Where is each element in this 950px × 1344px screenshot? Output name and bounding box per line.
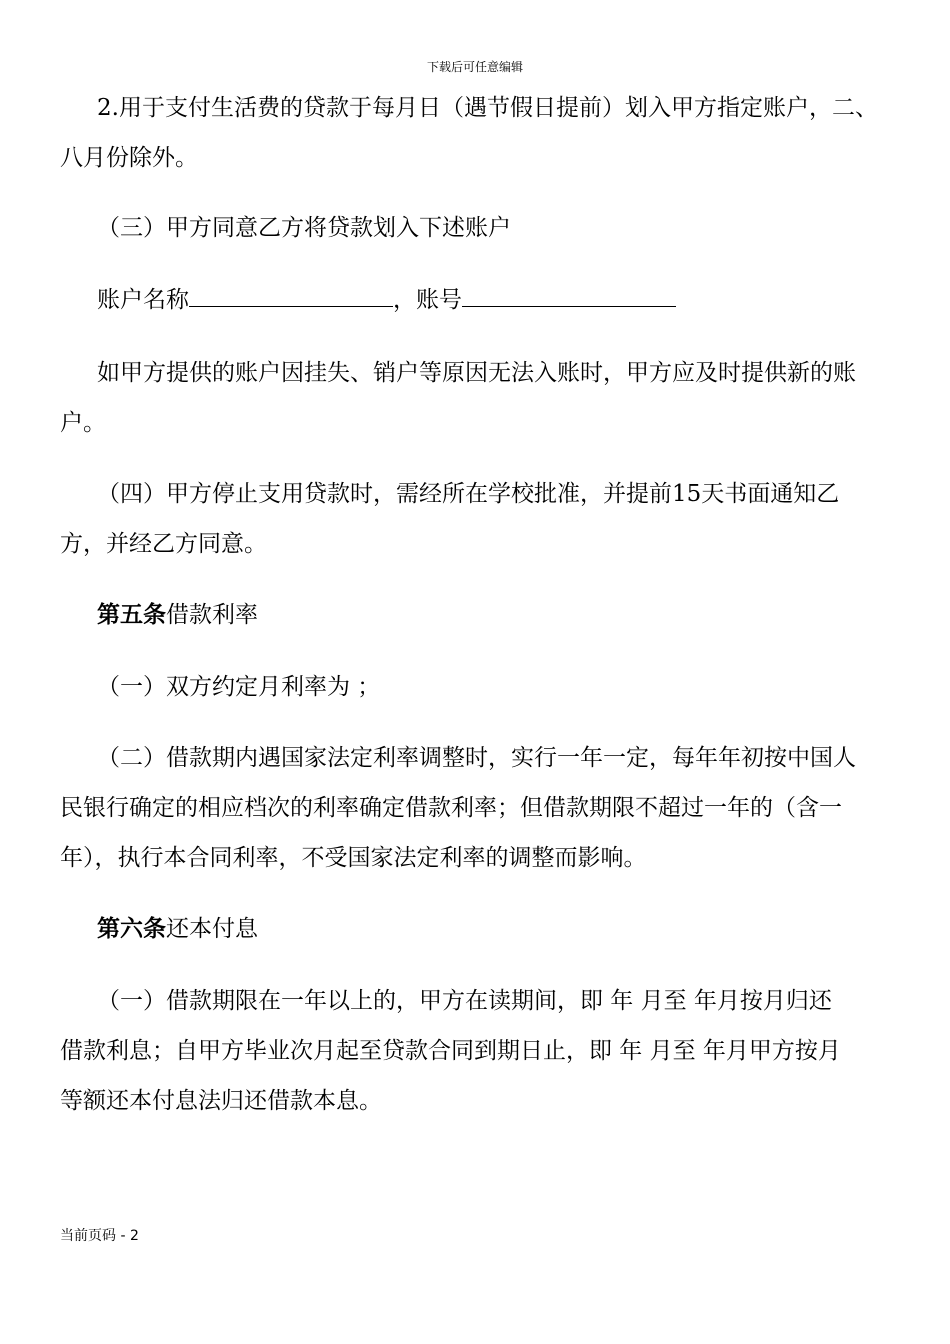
paragraph-account-loss-line2: 户。 <box>60 410 106 436</box>
paragraph-account-fields <box>60 275 900 325</box>
article-6-number: 第六条 <box>97 916 166 942</box>
account-number-blank <box>462 282 676 307</box>
paragraph-monthly-rate: （一）双方约定月利率为 ； <box>97 674 381 700</box>
page-number: 当前页码 - 2 <box>60 1228 139 1244</box>
paragraph-rate-adjust-line1: （二）借款期内遇国家法定利率调整时，实行一年一定，每年年初按中国人 <box>97 745 856 771</box>
paragraph-repayment-line2: 借款利息；自甲方毕业次月起至贷款合同到期日止，即 年 月至 年月甲方按月 <box>60 1038 841 1064</box>
paragraph-stop-loan-line1: （四）甲方停止支用贷款时，需经所在学校批准，并提前15天书面通知乙 <box>97 481 840 507</box>
article-5-heading <box>60 590 900 640</box>
paragraph-stop-loan-line2: 方，并经乙方同意。 <box>60 531 267 557</box>
paragraph-account-transfer: （三）甲方同意乙方将贷款划入下述账户 <box>97 215 511 241</box>
paragraph-account-loss-line1: 如甲方提供的账户因挂失、销户等原因无法入账时，甲方应及时提供新的账 <box>97 360 856 386</box>
account-name-label: 账户名称 <box>97 287 189 313</box>
paragraph-loan-disbursement-line1: 2.用于支付生活费的贷款于每月日（遇节假日提前）划入甲方指定账户，二、 <box>97 95 878 121</box>
paragraph-repayment-line1: （一）借款期限在一年以上的，甲方在读期间，即 年 月至 年月按月归还 <box>97 988 832 1014</box>
article-6-heading <box>60 904 900 954</box>
paragraph-repayment-line3: 等额还本付息法归还借款本息。 <box>60 1088 382 1114</box>
header-note: 下载后可任意编辑 <box>426 60 523 74</box>
paragraph-loan-disbursement-line2: 八月份除外。 <box>60 145 198 171</box>
paragraph-rate-adjust-line2: 民银行确定的相应档次的利率确定借款利率；但借款期限不超过一年的（含一 <box>60 795 842 821</box>
article-5-number: 第五条 <box>97 602 166 628</box>
paragraph-rate-adjust-line3: 年），执行本合同利率，不受国家法定利率的调整而影响。 <box>60 845 647 871</box>
account-number-label: ，账号 <box>393 287 462 313</box>
article-5-name: 借款利率 <box>166 602 258 628</box>
article-6-name: 还本付息 <box>166 916 258 942</box>
account-name-blank <box>189 282 393 307</box>
